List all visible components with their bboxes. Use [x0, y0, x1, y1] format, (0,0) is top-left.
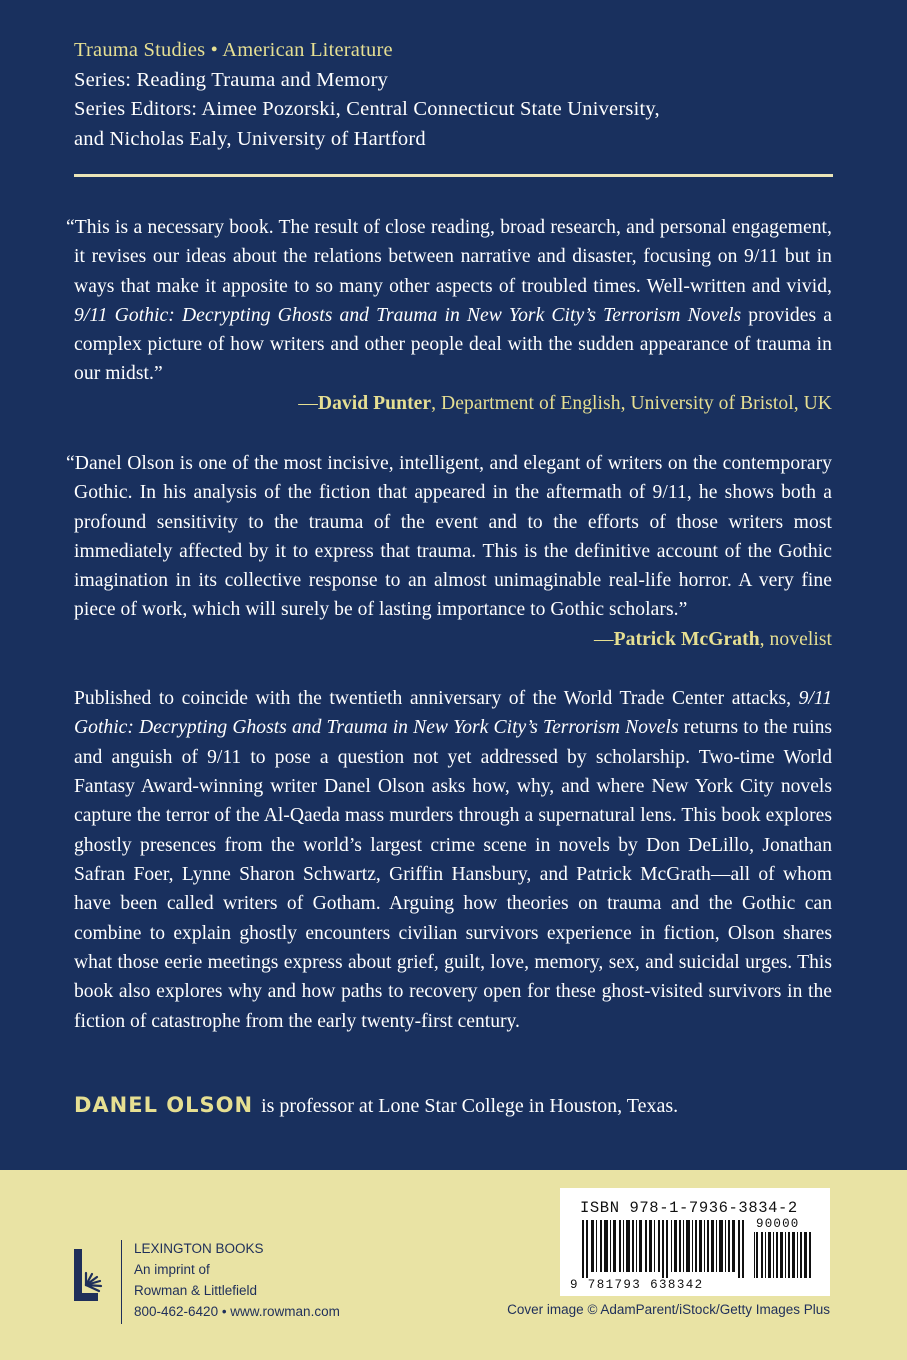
- attribution-affiliation: , novelist: [759, 628, 832, 650]
- series-editors-line2: and Nicholas Ealy, University of Hartford: [74, 127, 426, 150]
- attribution-affiliation: , Department of English, University of Bristol, UK: [431, 392, 832, 414]
- blurb-punter-book-title: 9/11 Gothic: Decrypting Ghosts and Trauma in New York City’s Terrorism Novels: [74, 304, 742, 326]
- description-book-title: 9/11 Gothic: Decrypting Ghosts and Trauma in New York City’s Terrorism Novels: [74, 688, 832, 739]
- author-name: DANEL OLSON: [74, 1093, 254, 1117]
- addon-bars: [754, 1232, 812, 1278]
- barcode-digits: 9 781793 638342: [570, 1278, 704, 1292]
- blurb-mcgrath: [66, 449, 832, 654]
- blurb-punter-attribution: [66, 389, 832, 418]
- attribution-dash: —: [593, 628, 614, 650]
- series-editors-line1: Series Editors: Aimee Pozorski, Central Connecticut State University,: [74, 98, 660, 120]
- publisher-contact: 800-462-6420 • www.rowman.com: [134, 1304, 340, 1319]
- attribution-dash: —: [298, 392, 318, 414]
- blurb-punter-text-before: “This is a necessary book. The result of close reading, broad research, and personal engagement, it revises our ideas about the relations between narrative and disaster, focusing on 9/11 but in ways that make it apposite to so many other aspects of troubled times. Well-written and vivid,: [66, 217, 832, 297]
- publisher-divider: [121, 1240, 122, 1324]
- publisher-imprint-line: An imprint of: [134, 1262, 210, 1277]
- book-description: [74, 684, 832, 1036]
- blurb-punter: [66, 213, 832, 418]
- attribution-name: Patrick McGrath: [613, 628, 760, 650]
- ean13-bars: [582, 1220, 746, 1278]
- isbn-text: ISBN 978-1-7936-3834-2: [580, 1199, 798, 1217]
- description-text-after: returns to the ruins and anguish of 9/11 to pose a question not yet addressed by scholarship. Two-time World Fantasy Award-winning writer Danel Olson asks how, why, and where New York City novels capture the terror of the Al-Qaeda mass murders through a supernatural lens. This book explores ghostly presences from the world’s largest crime scene in novels by Don DeLillo, Jonathan Safran Foer, Lynne Sharon Schwartz, Griffin Hansbury, and Patrick McGrath—all of whom have been called writers of Gotham. Arguing how theories on trauma and the Gothic can combine to explain ghostly encounters civilian survivors experience in fiction, Olson shares what those eerie meetings express about grief, guilt, love, memory, sex, and suicidal urges. This book also explores why and how paths to recovery open for these ghost-visited survivors in the fiction of catastrophe from the early twenty-first century.: [74, 717, 832, 1032]
- cover-image-credit: Cover image © AdamParent/iStock/Getty Images Plus: [507, 1302, 830, 1317]
- price-code: 90000: [756, 1217, 800, 1231]
- publisher-name: LEXINGTON BOOKS: [134, 1241, 264, 1256]
- blurb-punter-text-after: provides a complex picture of how writers and other people deal with the sudden appearance of trauma in our midst.”: [74, 304, 832, 385]
- series-name: Series: Reading Trauma and Memory: [74, 68, 389, 91]
- blurb-mcgrath-text: “Danel Olson is one of the most incisive, intelligent, and elegant of writers on the contemporary Gothic. In his analysis of the fiction that appeared in the aftermath of 9/11, he shows both a profound sensitivity to the trauma of the event and to the efforts of those writers most immediately affected by it to express that trauma. This is the definitive account of the Gothic imagination in its collective response to an almost unimaginable real-life horror. A very fine piece of work, which will surely be of lasting importance to Gothic scholars.”: [66, 453, 832, 621]
- lexington-logo-icon: [72, 1245, 114, 1303]
- publisher-parent: Rowman & Littlefield: [134, 1283, 258, 1298]
- isbn-barcode: [560, 1188, 830, 1296]
- blurb-mcgrath-attribution: [593, 625, 832, 654]
- divider-rule: [74, 174, 833, 177]
- author-bio: [74, 1093, 834, 1118]
- author-bio-text: is professor at Lone Star College in Houston, Texas.: [261, 1095, 679, 1117]
- series-info: [74, 36, 834, 154]
- subject-categories: Trauma Studies • American Literature: [74, 39, 393, 61]
- publisher-info: [134, 1238, 340, 1322]
- description-text-before: Published to coincide with the twentieth anniversary of the World Trade Center attacks,: [74, 688, 799, 709]
- attribution-name: David Punter: [317, 392, 432, 414]
